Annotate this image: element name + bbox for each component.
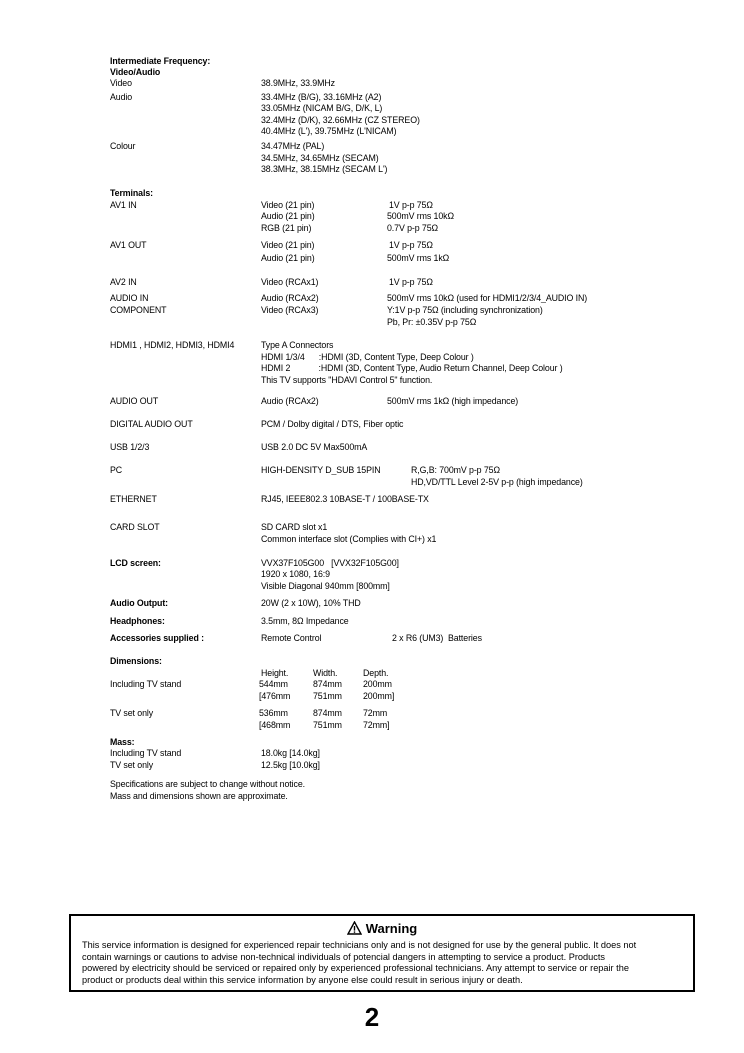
- dimension-cell: 72mm: [363, 707, 388, 718]
- colour-label: Colour: [110, 140, 136, 151]
- card-slot-label: CARD SLOT: [110, 521, 160, 532]
- terminal-level: 1V p-p 75Ω: [389, 239, 433, 250]
- audio-output-value: 20W (2 x 10W), 10% THD: [261, 597, 361, 608]
- terminal-spec: Video (21 pin): [261, 199, 315, 210]
- warning-title-row: [71, 921, 693, 939]
- accessories-label: Accessories supplied :: [110, 632, 204, 643]
- audio-line: 40.4MHz (L'), 39.75MHz (L'NICAM): [261, 125, 397, 136]
- terminal-level: 0.7V p-p 75Ω: [387, 222, 439, 233]
- terminal-level: 500mV rms 10kΩ (used for HDMI1/2/3/4_AUDIO IN): [387, 292, 588, 303]
- terminal-level: Y:1V p-p 75Ω (including synchronization): [387, 304, 543, 315]
- hdmi-line: This TV supports "HDAVI Control 5" function.: [261, 374, 433, 385]
- dimension-cell: 200mm: [363, 678, 392, 689]
- card-slot-line: Common interface slot (Complies with CI+) x1: [261, 533, 437, 544]
- terminal-spec: Video (RCAx1): [261, 276, 319, 287]
- dimension-cell: 536mm: [259, 707, 288, 718]
- lcd-line: 1920 x 1080, 16:9: [261, 568, 330, 579]
- audio-line: 33.4MHz (B/G), 33.16MHz (A2): [261, 91, 382, 102]
- dimension-cell: 72mm]: [363, 719, 390, 730]
- colour-line: 38.3MHz, 38.15MHz (SECAM L'): [261, 163, 388, 174]
- dimension-col-header: Depth.: [363, 667, 389, 678]
- audio-label: Audio: [110, 91, 133, 102]
- card-slot-line: SD CARD slot x1: [261, 521, 328, 532]
- audio-in-label: AUDIO IN: [110, 292, 149, 303]
- mass-value: 12.5kg [10.0kg]: [261, 759, 320, 770]
- dimension-cell: 751mm: [313, 719, 342, 730]
- dimension-cell: [476mm: [259, 690, 291, 701]
- usb-value: USB 2.0 DC 5V Max500mA: [261, 441, 368, 452]
- ethernet-label: ETHERNET: [110, 493, 157, 504]
- pc-value: HIGH-DENSITY D_SUB 15PIN: [261, 464, 381, 475]
- dimension-row-label: Including TV stand: [110, 678, 182, 689]
- dimension-col-header: Height.: [261, 667, 289, 678]
- hdmi-line: Type A Connectors: [261, 339, 334, 350]
- accessories-detail: 2 x R6 (UM3) Batteries: [392, 632, 482, 643]
- colour-line: 34.47MHz (PAL): [261, 140, 325, 151]
- audio-out-label: AUDIO OUT: [110, 395, 159, 406]
- usb-label: USB 1/2/3: [110, 441, 150, 452]
- hdmi-line: HDMI 2 :HDMI (3D, Content Type, Audio Return Channel, Deep Colour ): [261, 362, 563, 373]
- lcd-line: Visible Diagonal 940mm [800mm]: [261, 580, 390, 591]
- terminal-level: 1V p-p 75Ω: [389, 276, 433, 287]
- mass-value: 18.0kg [14.0kg]: [261, 747, 320, 758]
- terminal-spec: Audio (21 pin): [261, 252, 315, 263]
- audio-line: 33.05MHz (NICAM B/G, D/K, L): [261, 102, 383, 113]
- pc-detail: R,G,B: 700mV p-p 75Ω: [411, 464, 500, 475]
- av1-out-label: AV1 OUT: [110, 239, 147, 250]
- accessories-value: Remote Control: [261, 632, 322, 643]
- lcd-line: VVX37F105G00 [VVX32F105G00]: [261, 557, 399, 568]
- pc-detail: HD,VD/TTL Level 2-5V p-p (high impedance): [411, 476, 583, 487]
- dimension-cell: 874mm: [313, 678, 342, 689]
- terminal-level: 1V p-p 75Ω: [389, 199, 433, 210]
- colour-line: 34.5MHz, 34.65MHz (SECAM): [261, 152, 379, 163]
- audio-out-value: Audio (RCAx2): [261, 395, 319, 406]
- video-label: Video: [110, 77, 132, 88]
- mass-row-label: TV set only: [110, 759, 154, 770]
- headphones-label: Headphones:: [110, 615, 165, 626]
- dimension-cell: 544mm: [259, 678, 288, 689]
- video-audio-heading: Video/Audio: [110, 66, 161, 77]
- warning-title: Warning: [365, 921, 418, 936]
- warning-triangle-icon: [347, 921, 362, 939]
- mass-row-label: Including TV stand: [110, 747, 182, 758]
- audio-out-detail: 500mV rms 1kΩ (high impedance): [387, 395, 519, 406]
- terminal-spec: Video (21 pin): [261, 239, 315, 250]
- av2-in-label: AV2 IN: [110, 276, 137, 287]
- mass-heading: Mass:: [110, 736, 135, 747]
- warning-text: This service information is designed for experienced repair technicians only and is not designed for use by the general public. It does not contain warnings or cautions to advise non-technical individuals of potencial dangers in attempting to service a product. Products powered by electricity should be serviced or repaired only by experienced professional technicians. Any attempt to service or repair the product or products deal within this service information by anyone else could result in serious injury or death.: [82, 940, 637, 985]
- dimension-cell: [468mm: [259, 719, 291, 730]
- av1-in-label: AV1 IN: [110, 199, 137, 210]
- pc-label: PC: [110, 464, 123, 475]
- audio-output-label: Audio Output:: [110, 597, 169, 608]
- warning-box: [69, 914, 695, 992]
- dimensions-heading: Dimensions:: [110, 655, 162, 666]
- lcd-label: LCD screen:: [110, 557, 161, 568]
- if-heading: Intermediate Frequency:: [110, 55, 211, 66]
- video-value: 38.9MHz, 33.9MHz: [261, 77, 335, 88]
- hdmi-line: HDMI 1/3/4 :HDMI (3D, Content Type, Deep Colour ): [261, 351, 474, 362]
- hdmi-label: HDMI1 , HDMI2, HDMI3, HDMI4: [110, 339, 235, 350]
- terminal-spec: Audio (RCAx2): [261, 292, 319, 303]
- component-label: COMPONENT: [110, 304, 167, 315]
- page-number: 2: [364, 1002, 380, 1032]
- note-line: Mass and dimensions shown are approximate.: [110, 790, 288, 801]
- dimension-cell: 751mm: [313, 690, 342, 701]
- note-line: Specifications are subject to change without notice.: [110, 778, 305, 789]
- dimension-col-header: Width.: [313, 667, 338, 678]
- terminal-level: 500mV rms 1kΩ: [387, 252, 450, 263]
- audio-line: 32.4MHz (D/K), 32.66MHz (CZ STEREO): [261, 114, 420, 125]
- headphones-value: 3.5mm, 8Ω Impedance: [261, 615, 349, 626]
- digital-audio-out-value: PCM / Dolby digital / DTS, Fiber optic: [261, 418, 404, 429]
- terminal-spec: Video (RCAx3): [261, 304, 319, 315]
- dimension-row-label: TV set only: [110, 707, 154, 718]
- terminal-level: Pb, Pr: ±0.35V p-p 75Ω: [387, 316, 477, 327]
- digital-audio-out-label: DIGITAL AUDIO OUT: [110, 418, 193, 429]
- dimension-cell: 200mm]: [363, 690, 395, 701]
- terminal-spec: Audio (21 pin): [261, 210, 315, 221]
- terminal-spec: RGB (21 pin): [261, 222, 312, 233]
- terminals-heading: Terminals:: [110, 187, 153, 198]
- dimension-cell: 874mm: [313, 707, 342, 718]
- ethernet-value: RJ45, IEEE802.3 10BASE-T / 100BASE-TX: [261, 493, 429, 504]
- terminal-level: 500mV rms 10kΩ: [387, 210, 454, 221]
